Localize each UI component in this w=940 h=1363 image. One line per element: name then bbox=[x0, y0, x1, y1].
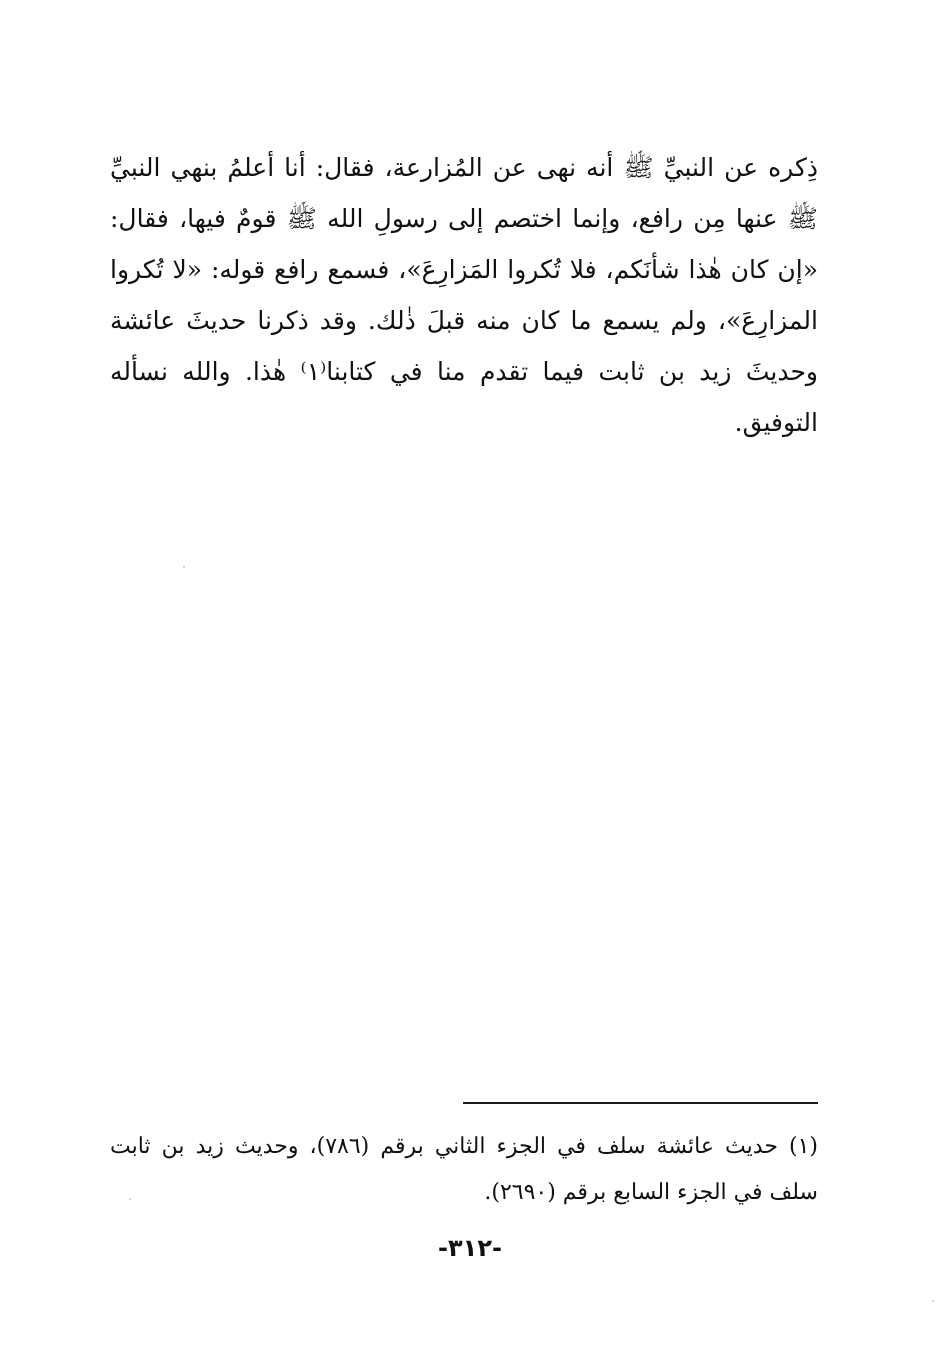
text-line: التوفيق. bbox=[734, 408, 818, 437]
footnote-line: (١) حديث عائشة سلف في الجزء الثاني برقم (٧٨٦)، وحديث زيد بن ثابت bbox=[110, 1134, 818, 1159]
text-line: وحديثَ زيد بن ثابت فيما تقدم منا في كتابنا⁽١⁾ هٰذا. والله نسأله bbox=[110, 357, 818, 386]
page-number: -٣١٢- bbox=[438, 1234, 502, 1262]
main-text bbox=[110, 142, 818, 448]
text-line: ذِكره عن النبيِّ ﷺ أنه نهى عن المُزارعة، فقال: أنا أعلمُ بنهي النبيِّ bbox=[110, 153, 818, 182]
scan-speck bbox=[129, 1198, 131, 1200]
text-line: المزارِعَ»، ولم يسمع ما كان منه قبلَ ذٰلك. وقد ذكرنا حديثَ عائشة bbox=[110, 306, 818, 335]
footnote-line: سلف في الجزء السابع برقم (٢٦٩٠). bbox=[484, 1180, 818, 1205]
scan-speck bbox=[932, 1300, 934, 1302]
text-line: ﷺ عنها مِن رافع، وإنما اختصم إلى رسولِ الله ﷺ قومٌ فيها، فقال: bbox=[110, 204, 818, 233]
text-line: «إن كان هٰذا شأنَكم، فلا تُكروا المَزارِعَ»، فسمع رافع قوله: «لا تُكروا bbox=[110, 255, 818, 284]
scan-speck bbox=[183, 566, 185, 568]
footnote-separator bbox=[463, 1102, 818, 1104]
footnotes bbox=[110, 1124, 818, 1216]
